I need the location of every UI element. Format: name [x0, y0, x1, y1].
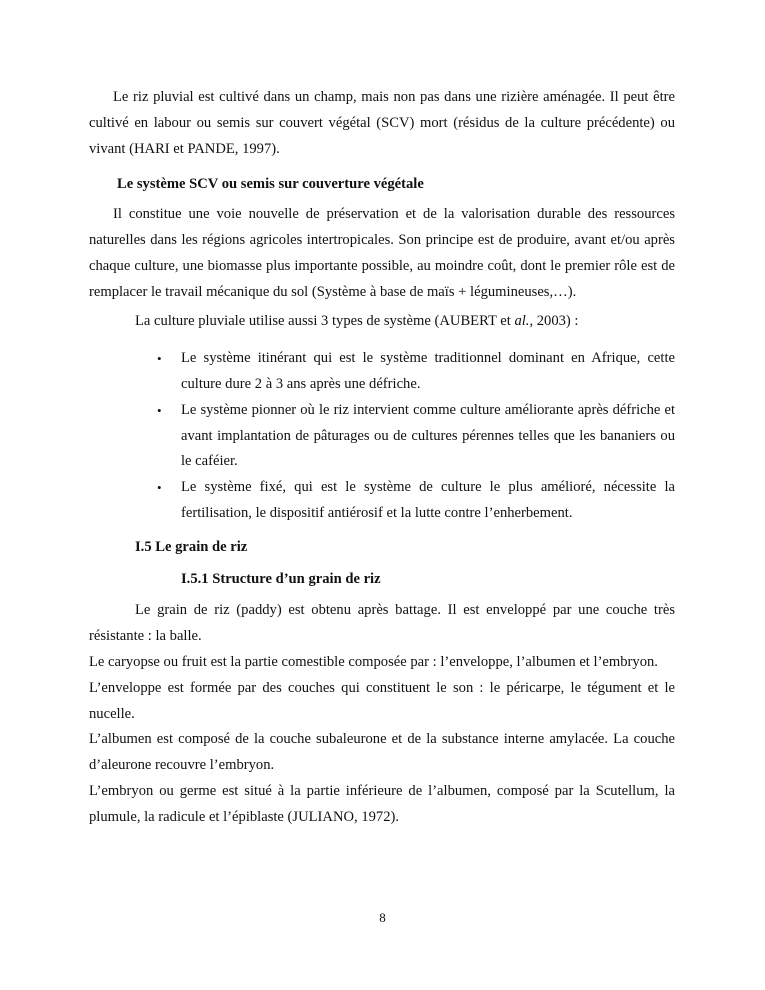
- subsection-heading: I.5.1 Structure d’un grain de riz: [181, 570, 381, 587]
- bullet-icon: •: [157, 351, 162, 367]
- grain-paragraph: Le grain de riz (paddy) est obtenu après battage. Il est enveloppé par une couche très résistante : la balle.: [89, 602, 675, 645]
- list-item: [157, 398, 675, 475]
- list-item: [157, 346, 675, 398]
- scv-paragraph: Il constitue une voie nouvelle de préservation et de la valorisation durable des ressources naturelles dans les régions agricoles intertropicales. Son principe est de produire, avant et/ou après chaque culture, une biomasse plus importante possible, au moindre coût, dont le premier rôle est de remplacer le travail mécanique du sol (Système à base de maïs + légumineuses,…).: [89, 206, 675, 300]
- list-item-text: Le système itinérant qui est le système traditionnel dominant en Afrique, cette culture dure 2 à 3 ans après une défriche.: [181, 350, 675, 392]
- document-page: [89, 85, 675, 831]
- grain-paragraph: L’albumen est composé de la couche subaleurone et de la substance interne amylacée. La couche d’aleurone recouvre l’embryon.: [89, 731, 675, 774]
- section-heading: I.5 Le grain de riz: [135, 538, 248, 555]
- page-number: 8: [379, 910, 386, 925]
- systems-intro-after: , 2003) :: [529, 313, 579, 330]
- list-item-text: Le système pionner où le riz intervient comme culture améliorante après défriche et avant implantation de pâturages ou de cultures pérennes telles que les bananiers ou le caféier.: [181, 401, 675, 470]
- bullet-icon: •: [157, 402, 162, 418]
- grain-paragraph: Le caryopse ou fruit est la partie comestible composée par : l’enveloppe, l’albumen et l’embryon.: [89, 653, 658, 670]
- list-item: [157, 475, 675, 527]
- scv-heading: Le système SCV ou semis sur couverture végétale: [117, 176, 424, 193]
- systems-intro-italic: al.: [514, 313, 530, 330]
- list-item-text: Le système fixé, qui est le système de culture le plus amélioré, nécessite la fertilisation, le dispositif antiérosif et la lutte contre l’enherbement.: [181, 479, 675, 521]
- grain-paragraph: L’enveloppe est formée par des couches qui constituent le son : le péricarpe, le tégument et le nucelle.: [89, 679, 675, 722]
- systems-list: [89, 346, 675, 527]
- systems-intro: [89, 309, 675, 335]
- grain-paragraph: L’embryon ou germe est situé à la partie inférieure de l’albumen, composé par la Scutellum, la plumule, la radicule et l’épiblaste (JULIANO, 1972).: [89, 782, 675, 825]
- intro-paragraph: Le riz pluvial est cultivé dans un champ, mais non pas dans une rizière aménagée. Il peut être cultivé en labour ou semis sur couvert végétal (SCV) mort (résidus de la culture précédente) ou vivant (HARI et PANDE, 1997).: [89, 89, 675, 157]
- bullet-icon: •: [157, 480, 162, 496]
- systems-intro-before: La culture pluviale utilise aussi 3 types de système (AUBERT et: [135, 313, 515, 330]
